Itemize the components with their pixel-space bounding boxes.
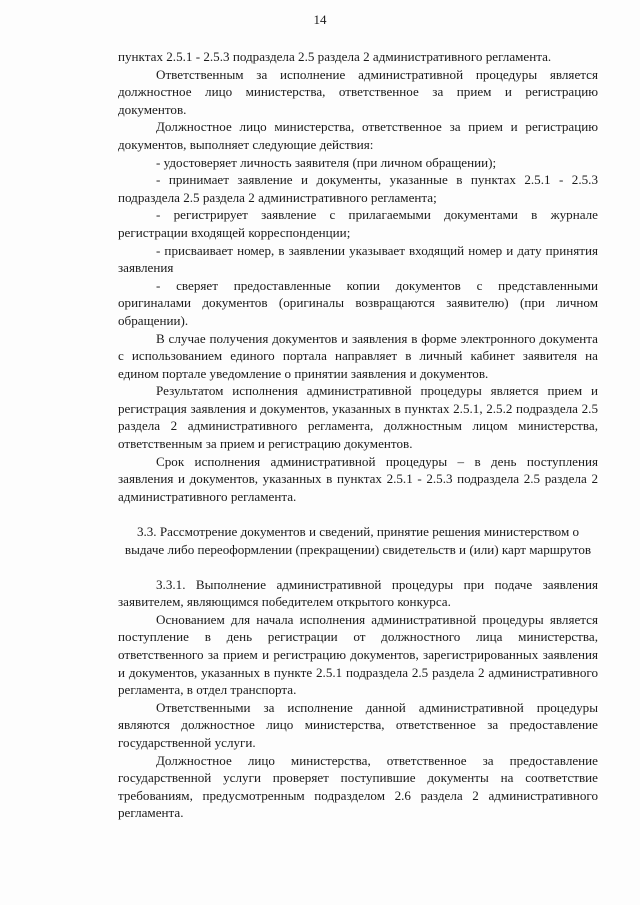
section-heading: 3.3. Рассмотрение документов и сведений, принятие решения министерством о выдаче либо переоформлении (прекращении) свидетельств и (или) карт маршрутов [124,524,592,558]
paragraph: В случае получения документов и заявления в форме электронного документа с использованием единого портала направляет в личный кабинет заявителя на едином портале уведомление о принятии заявления и документов. [118,330,598,381]
list-item: - удостоверяет личность заявителя (при личном обращении); [156,154,497,170]
paragraph: Ответственным за исполнение административной процедуры является должностное лицо министерства, ответственное за прием и регистрацию документов. [118,66,598,117]
paragraph: Должностное лицо министерства, ответственное за прием и регистрацию документов, выполняет следующие действия: [118,119,598,152]
paragraph: Результатом исполнения административной процедуры является прием и регистрация заявления и документов, указанных в пунктах 2.5.1, 2.5.2 подраздела 2.5 раздела 2 административного регламента, должностным лицом министерства, ответственным за прием и регистрацию документов. [118,383,598,452]
paragraph: пунктах 2.5.1 - 2.5.3 подраздела 2.5 раздела 2 административного регламента. [118,49,552,64]
list-item: - присваивает номер, в заявлении указывает входящий номер и дату принятия заявления [118,242,598,276]
paragraph: 3.3.1. Выполнение административной процедуры при подаче заявления заявителем, являющимся победителем открытого конкурса. [118,576,598,610]
list-item: - регистрирует заявление с прилагаемыми документами в журнале регистрации входящей корреспонденции; [118,207,598,240]
paragraph: Ответственными за исполнение данной административной процедуры являются должностное лицо министерства, ответственное за предоставление государственной услуги. [118,699,598,750]
document-body [118,48,598,822]
list-item: - принимает заявление и документы, указанные в пунктах 2.5.1 - 2.5.3 подраздела 2.5 раздела 2 административного регламента; [118,172,598,205]
list-item: - сверяет предоставленные копии документов с представленными оригиналами документов (оригиналы возвращаются заявителю) (при личном обращении). [118,277,598,328]
paragraph: Должностное лицо министерства, ответственное за предоставление государственной услуги проверяет поступившие документы на соответствие требованиям, предусмотренным подразделом 2.6 раздела 2 административного регламента. [118,752,598,821]
paragraph: Срок исполнения административной процедуры – в день поступления заявления и документов, указанных в пунктах 2.5.1 - 2.5.3 подраздела 2.5 раздела 2 административного регламента. [118,453,598,504]
paragraph: Основанием для начала исполнения административной процедуры является поступление в день регистрации от должностного лица министерства, ответственного за прием и регистрацию документов, зарегистрированных заявления и документов, указанных в пункте 2.5.1 подраздела 2.5 раздела 2 административного регламента, в отдел транспорта. [118,611,598,698]
page-number: 14 [313,12,327,27]
